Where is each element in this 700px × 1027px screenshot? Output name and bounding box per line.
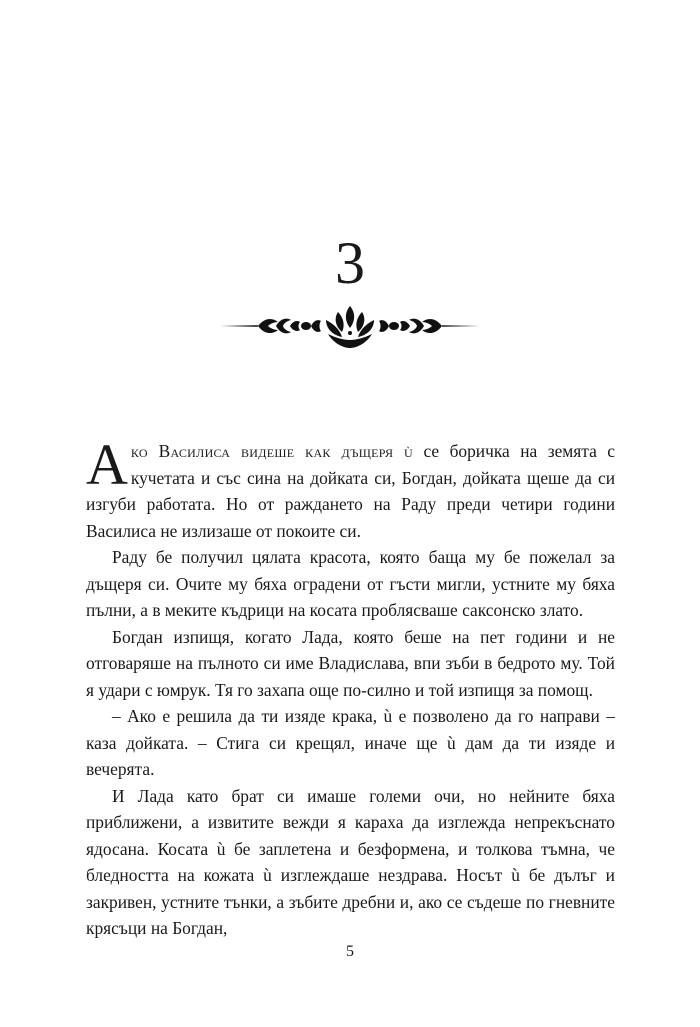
paragraph: Раду бе получил цялата красота, която баща му бе пожелал за дъщеря си. Очите му бяха оградени от гъсти мигли, устните му бяха пълни, а в меките къдрици на косата проблясваше саксонско злато. — [86, 547, 615, 620]
drop-cap: А — [86, 432, 128, 497]
floral-ornament-icon — [218, 300, 482, 352]
paragraph: Богдан изпищя, когато Лада, която беше на пет години и не отговаряше на пълното си име Владислава, впи зъби в бедрото му. Той я удари с юмрук. Тя го захапа още по-силно и той изпищя за помощ. — [86, 626, 615, 700]
body-text — [86, 432, 615, 942]
paragraph: – Ако е решила да ти изяде крака, ù е позволено да го направи – каза дойката. – Стига си крещял, иначе ще ù дам да ти изяде и вечерята. — [86, 706, 615, 779]
chapter-number: 3 — [335, 230, 365, 296]
paragraph-text: се боричка на земята с кучетата и със сина на дойката си, Богдан, дойката щеше да си изгуби работата. Но от раждането на Раду преди четири години Василиса не излизаше от покоите си. — [86, 441, 615, 541]
paragraph: И Лада като брат си имаше големи очи, но нейните бяха приближени, а извитите вежди я караха да изглежда непрекъснато ядосана. Косата ù бе заплетена и безформена, и толкова тъмна, че бледността на кожата ù изглеждаше нездрава. Носът ù бе дълъг и закривен, устните тънки, а зъбите дребни и, ако се съдеше по гневните крясъци на Богдан, — [86, 785, 615, 938]
opening-small-caps: ко Василиса видеше как дъщеря ù — [130, 441, 414, 461]
paragraph — [86, 432, 615, 544]
page-number: 5 — [346, 943, 354, 960]
